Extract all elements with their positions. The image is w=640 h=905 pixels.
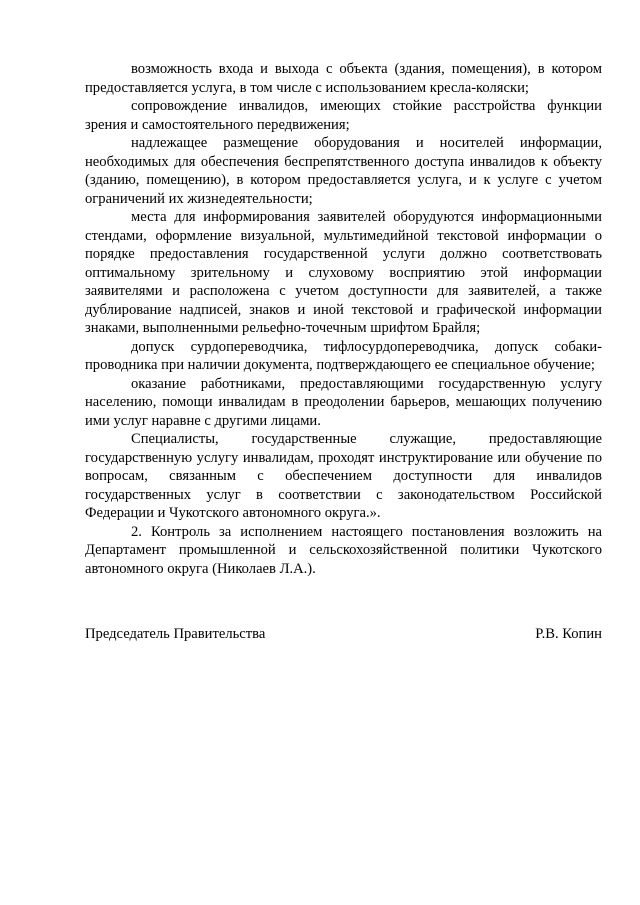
paragraph-control-clause: 2. Контроль за исполнением настоящего постановления возложить на Департамент промышленной и сельскохозяйственной политики Чукотского автономного округа (Николаев Л.А.). xyxy=(85,523,602,577)
paragraph-specialists-training: Специалисты, государственные служащие, предоставляющие государственную услугу инвалидам, проходят инструктирование или обучение по вопросам, связанным с обеспечением доступности для инвалидов государственных услуг в соответствии с законодательством Российской Федерации и Чукотского автономного округа.». xyxy=(85,431,602,521)
signature-position: Председатель Правительства xyxy=(85,626,266,642)
paragraph-interpreter-admission: допуск сурдопереводчика, тифлосурдопереводчика, допуск собаки-проводника при наличии документа, подтверждающего ее специальное обучение; xyxy=(85,338,602,373)
document-body xyxy=(85,60,602,578)
paragraph-escort: сопровождение инвалидов, имеющих стойкие расстройства функции зрения и самостоятельного передвижения; xyxy=(85,98,602,133)
signature-name: Р.В. Копин xyxy=(535,626,602,642)
signature-block xyxy=(85,625,602,644)
paragraph-entrance-exit: возможность входа и выхода с объекта (здания, помещения), в котором предоставляется услуга, в том числе с использованием кресла-коляски; xyxy=(85,61,602,96)
paragraph-staff-assistance: оказание работниками, предоставляющими государственную услугу населению, помощи инвалидам в преодолении барьеров, мешающих получению ими услуг наравне с другими лицами. xyxy=(85,375,602,429)
paragraph-equipment-placement: надлежащее размещение оборудования и носителей информации, необходимых для обеспечения беспрепятственного доступа инвалидов к объекту (зданию, помещению), в котором предоставляется услуга, и к услуге с учетом ограничений их жизнедеятельности; xyxy=(85,135,602,207)
paragraph-information-stands: места для информирования заявителей оборудуются информационными стендами, оформление визуальной, мультимедийной текстовой информации о порядке предоставления государственной услуги должно соответствовать оптимальному зрительному и слуховому восприятию этой информации заявителями и расположена с учетом доступности для заявителей, а также дублирование надписей, знаков и иной текстовой и графической информации знаками, выполненными рельефно-точечным шрифтом Брайля; xyxy=(85,209,602,336)
